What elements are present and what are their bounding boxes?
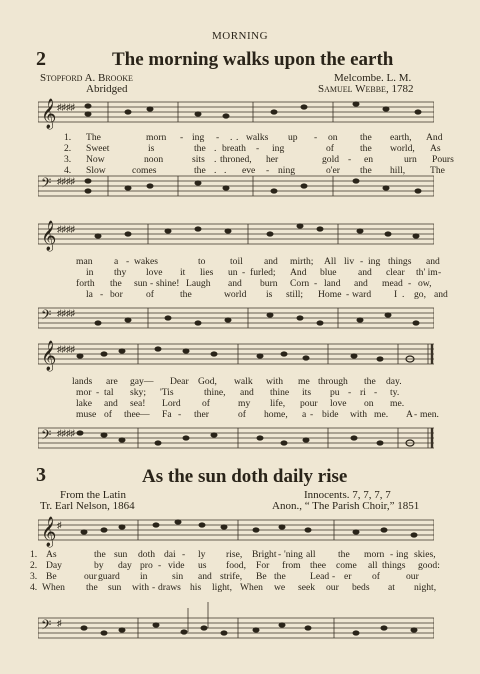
lyric-word: - xyxy=(158,560,162,571)
lyric-word: ing xyxy=(192,132,205,143)
lyric-word: thine, xyxy=(204,387,226,398)
lyric-word: day xyxy=(118,560,132,571)
hymn-3-translator: Tr. Earl Nelson, 1864 xyxy=(40,500,135,512)
lyric-word: through xyxy=(318,376,348,387)
lyric-word: up xyxy=(288,132,298,143)
lyric-word: burn xyxy=(260,278,278,289)
lyric-word: - xyxy=(348,387,352,398)
lyric-word: morn xyxy=(146,132,167,143)
lyric-word: lands xyxy=(72,376,93,387)
lyric-word: of xyxy=(326,143,334,154)
lyric-word: When xyxy=(240,582,263,593)
lyric-word: rise, xyxy=(226,549,243,560)
lyric-word: guard xyxy=(98,571,120,582)
lyric-word: furled; xyxy=(250,267,276,278)
lyric-word: with xyxy=(266,376,284,387)
svg-text:♯♯♯♯: ♯♯♯♯ xyxy=(57,344,75,354)
lyric-word: Lead xyxy=(310,571,330,582)
lyric-word: the xyxy=(180,289,192,300)
lyric-word: Corn xyxy=(290,278,310,289)
lyric-word: to xyxy=(198,256,206,267)
lyric-word: of xyxy=(202,398,210,409)
lyric-word: - xyxy=(100,289,104,300)
lyric-word: God, xyxy=(198,376,217,387)
lyric-word: forth xyxy=(76,278,95,289)
hymn-2-author: Stopford A. Brooke xyxy=(40,72,133,84)
lyric-word: me xyxy=(298,376,310,387)
hymn-2-tune: Melcombe. L. M. xyxy=(334,72,412,84)
lyric-word: thy xyxy=(114,267,127,278)
lyric-word: sun xyxy=(134,278,148,289)
lyric-word: All xyxy=(324,256,337,267)
svg-text:𝄞: 𝄞 xyxy=(41,517,57,547)
verse-number: 1. xyxy=(64,132,72,143)
lyric-word: - xyxy=(96,387,100,398)
lyric-word: the xyxy=(338,549,350,560)
lyric-word: are xyxy=(106,376,118,387)
lyric-word: walks xyxy=(246,132,269,143)
svg-text:♯♯♯♯: ♯♯♯♯ xyxy=(57,428,75,438)
lyric-word: mor xyxy=(76,387,92,398)
lyric-word: light, xyxy=(212,582,232,593)
lyric-word: and xyxy=(358,267,372,278)
lyric-word: Be xyxy=(256,571,267,582)
svg-text:♯: ♯ xyxy=(57,520,62,530)
lyric-word: - xyxy=(266,165,270,176)
lyric-word: the xyxy=(110,278,122,289)
lyric-word: we xyxy=(274,582,286,593)
lyric-word: sea! xyxy=(130,398,146,409)
lyric-word: As xyxy=(46,549,57,560)
lyric-word: sun xyxy=(108,582,122,593)
svg-text:♯♯♯♯: ♯♯♯♯ xyxy=(57,102,75,112)
lyric-word: Lord xyxy=(162,398,181,409)
lyric-word: my xyxy=(238,398,251,409)
lyric-word: with xyxy=(350,409,368,420)
verse-number: 2. xyxy=(30,560,38,571)
lyric-word: still; xyxy=(286,289,304,300)
lyric-word: - xyxy=(150,278,154,289)
lyric-word: er xyxy=(344,571,352,582)
lyric-word: the xyxy=(360,132,372,143)
lyric-word: un xyxy=(228,267,238,278)
lyric-word: - xyxy=(216,132,220,143)
lyric-word: ly xyxy=(198,549,206,560)
lyric-word: gay— xyxy=(130,376,154,387)
lyric-word: all xyxy=(368,560,378,571)
lyric-word: . xyxy=(224,165,227,176)
lyric-word: thee— xyxy=(124,409,150,420)
lyric-word: skies, xyxy=(414,549,436,560)
lyric-word: on xyxy=(364,398,374,409)
verse-number: 3. xyxy=(64,154,72,165)
lyric-word: Pours xyxy=(432,154,454,165)
treble-staff xyxy=(38,510,434,550)
svg-text:𝄢: 𝄢 xyxy=(41,175,52,194)
svg-text:𝄢: 𝄢 xyxy=(41,617,52,636)
lyric-word: of xyxy=(372,571,380,582)
lyric-word: 'Tis xyxy=(160,387,174,398)
lyric-word: wakes xyxy=(134,256,158,267)
lyric-word: world xyxy=(224,289,247,300)
lyric-word: breath xyxy=(222,143,246,154)
lyric-word: come xyxy=(336,560,357,571)
lyric-word: me. xyxy=(390,398,405,409)
lyric-word: pro xyxy=(140,560,153,571)
lyric-word: For xyxy=(256,560,270,571)
lyric-word: sun xyxy=(114,549,128,560)
lyric-word: - xyxy=(126,256,130,267)
lyric-word: land xyxy=(324,278,341,289)
lyric-word: draws xyxy=(158,582,181,593)
lyric-word: mead xyxy=(382,278,403,289)
svg-text:𝄢: 𝄢 xyxy=(41,427,52,446)
lyric-word: Day xyxy=(46,560,62,571)
lyric-word: Now xyxy=(86,154,105,165)
lyric-word: and xyxy=(264,256,278,267)
lyric-word: with xyxy=(132,582,150,593)
lyric-word: on xyxy=(328,132,338,143)
lyric-word: comes xyxy=(132,165,157,176)
lyric-word: is xyxy=(148,143,155,154)
lyric-word: a xyxy=(302,409,307,420)
lyric-word: earth, xyxy=(390,132,412,143)
lyric-word: - xyxy=(390,549,394,560)
lyric-word: ri xyxy=(360,387,366,398)
lyric-word: strife, xyxy=(220,571,243,582)
lyric-word: ing xyxy=(368,256,381,267)
lyric-word: of xyxy=(104,409,112,420)
svg-text:𝄢: 𝄢 xyxy=(41,307,52,326)
treble-staff xyxy=(38,214,434,254)
lyric-word: walk xyxy=(234,376,253,387)
lyric-word: bor xyxy=(110,289,123,300)
lyric-word: urn xyxy=(404,154,417,165)
lyric-word: the xyxy=(86,582,98,593)
lyric-word: life, xyxy=(270,398,286,409)
lyric-word: the xyxy=(94,549,106,560)
lyric-word: - xyxy=(360,256,364,267)
lyric-word: - xyxy=(346,289,350,300)
lyric-word: Be xyxy=(46,571,57,582)
lyric-word: - xyxy=(438,267,442,278)
lyric-word: . xyxy=(214,143,217,154)
lyric-word: home, xyxy=(264,409,288,420)
verse-4-line xyxy=(34,409,444,421)
lyric-word: and xyxy=(434,289,448,300)
lyric-word: in xyxy=(86,267,94,278)
verse-number: 1. xyxy=(30,549,38,560)
lyric-word: food, xyxy=(226,560,246,571)
lyric-word: - xyxy=(278,549,282,560)
lyric-word: - xyxy=(178,409,182,420)
lyric-word: go, xyxy=(414,289,426,300)
lyric-word: mirth; xyxy=(290,256,314,267)
lyric-word: things xyxy=(382,560,406,571)
lyric-word: 'ning xyxy=(284,549,303,560)
lyric-word: morn xyxy=(364,549,385,560)
svg-text:𝄞: 𝄞 xyxy=(41,341,57,371)
lyric-word: ward xyxy=(352,289,372,300)
lyric-word: - xyxy=(152,582,156,593)
lyric-word: Home xyxy=(318,289,342,300)
lyric-word: lies xyxy=(200,267,214,278)
lyric-word: our xyxy=(326,582,339,593)
lyric-word: liv xyxy=(344,256,355,267)
lyric-word: sits xyxy=(192,154,205,165)
lyric-word: the xyxy=(360,165,372,176)
lyric-word: man xyxy=(76,256,93,267)
lyric-word: thine xyxy=(270,387,290,398)
lyric-word: good: xyxy=(418,560,440,571)
lyric-word: noon xyxy=(144,154,164,165)
lyric-word: day. xyxy=(386,376,402,387)
lyric-word: eve xyxy=(242,165,256,176)
lyric-word: . xyxy=(402,289,405,300)
treble-staff xyxy=(38,92,434,132)
lyric-word: en xyxy=(364,154,374,165)
hymn-3-source: From the Latin xyxy=(60,489,126,501)
lyric-word: ing xyxy=(272,143,285,154)
lyric-word: and xyxy=(426,256,440,267)
bass-staff xyxy=(38,418,434,458)
lyric-word: is xyxy=(266,289,273,300)
lyric-word: sin xyxy=(172,571,184,582)
lyric-word: the xyxy=(274,571,286,582)
lyric-word: all xyxy=(306,549,316,560)
lyric-word: shine! xyxy=(156,278,180,289)
lyric-word: blue xyxy=(320,267,337,278)
lyric-word: of xyxy=(238,409,246,420)
lyric-word: beds xyxy=(352,582,370,593)
lyric-word: her xyxy=(266,154,279,165)
lyric-word: its xyxy=(302,387,312,398)
lyric-word: us xyxy=(198,560,207,571)
lyric-word: - xyxy=(242,267,246,278)
hymn-2-number: 2 xyxy=(36,48,46,70)
svg-text:♯♯♯♯: ♯♯♯♯ xyxy=(57,224,75,234)
hymn-3-composer: Anon., “ The Parish Choir,” 1851 xyxy=(272,500,420,512)
lyric-word: by xyxy=(94,560,104,571)
section-title: MORNING xyxy=(211,30,269,42)
lyric-word: his xyxy=(190,582,202,593)
verse-number: 3. xyxy=(30,571,38,582)
lyric-word: seek xyxy=(298,582,316,593)
verse-number: 2. xyxy=(64,143,72,154)
verse-4-line xyxy=(34,165,444,177)
lyric-word: - xyxy=(332,571,336,582)
lyric-word: ing xyxy=(396,549,409,560)
verse-number: 4. xyxy=(64,165,72,176)
lyric-word: muse xyxy=(76,409,97,420)
svg-text:𝄞: 𝄞 xyxy=(41,99,57,129)
hymn-3-title: As the sun doth daily rise xyxy=(142,466,348,487)
lyric-word: Dear xyxy=(170,376,189,387)
lyric-word: lake xyxy=(76,398,92,409)
lyric-word: pu xyxy=(330,387,340,398)
lyric-word: from xyxy=(282,560,301,571)
lyric-word: the xyxy=(194,143,206,154)
lyric-word: sky; xyxy=(130,387,146,398)
lyric-word: at xyxy=(388,582,395,593)
lyric-word: ty. xyxy=(390,387,400,398)
lyric-word: I xyxy=(394,289,398,300)
lyric-word: - xyxy=(180,132,184,143)
lyric-word: ow, xyxy=(418,278,432,289)
lyric-word: Laugh xyxy=(186,278,211,289)
lyric-word: . xyxy=(230,132,233,143)
lyric-word: ther xyxy=(194,409,209,420)
lyric-word: - xyxy=(348,154,352,165)
lyric-word: the xyxy=(364,376,376,387)
lyric-word: And xyxy=(426,132,443,143)
lyric-word: bide xyxy=(322,409,339,420)
lyric-word: The xyxy=(430,165,445,176)
svg-text:♯: ♯ xyxy=(57,618,62,628)
svg-text:♯♯♯♯: ♯♯♯♯ xyxy=(57,308,75,318)
lyric-word: a xyxy=(114,256,119,267)
lyric-word: doth xyxy=(138,549,156,560)
verse-4-line xyxy=(34,289,448,301)
lyric-word: - xyxy=(414,409,418,420)
lyric-word: ning xyxy=(278,165,296,176)
hymn-3-tune: Innocents. 7, 7, 7, 7 xyxy=(304,489,391,501)
treble-staff xyxy=(38,334,434,374)
lyric-word: . xyxy=(214,154,217,165)
lyric-word: A xyxy=(406,409,413,420)
lyric-word: Bright xyxy=(252,549,277,560)
lyric-word: tal xyxy=(104,387,114,398)
lyric-word: dai xyxy=(164,549,176,560)
lyric-word: clear xyxy=(386,267,405,278)
lyric-word: th' im xyxy=(416,267,438,278)
lyric-word: . xyxy=(214,165,217,176)
lyric-word: And xyxy=(290,267,307,278)
lyric-word: the xyxy=(194,165,206,176)
bass-staff xyxy=(38,592,434,668)
lyric-word: night, xyxy=(414,582,437,593)
lyric-word: it xyxy=(180,267,186,278)
lyric-word: la xyxy=(86,289,93,300)
lyric-word: Sweet xyxy=(86,143,110,154)
lyric-word: love xyxy=(330,398,347,409)
lyric-word: throned, xyxy=(220,154,252,165)
lyric-word: and xyxy=(228,278,242,289)
svg-text:𝄞: 𝄞 xyxy=(41,221,57,251)
lyric-word: our xyxy=(84,571,97,582)
lyric-word: in xyxy=(140,571,148,582)
lyric-word: hill, xyxy=(390,165,406,176)
lyric-word: and xyxy=(354,278,368,289)
lyric-word: love xyxy=(146,267,163,278)
hymn-2-title: The morning walks upon the earth xyxy=(112,49,394,70)
hymn-2-author-note: Abridged xyxy=(86,83,128,95)
bass-staff xyxy=(38,298,434,338)
lyric-word: - xyxy=(374,387,378,398)
lyric-word: and xyxy=(198,571,212,582)
lyric-word: gold xyxy=(322,154,340,165)
lyric-word: - xyxy=(314,278,318,289)
lyric-word: toil xyxy=(230,256,243,267)
lyric-word: - xyxy=(408,278,412,289)
lyric-word: vide xyxy=(168,560,185,571)
lyric-word: As xyxy=(430,143,441,154)
lyric-word: - xyxy=(182,549,186,560)
lyric-word: and xyxy=(104,398,118,409)
svg-text:♯♯♯♯: ♯♯♯♯ xyxy=(57,176,75,186)
lyric-word: The xyxy=(86,132,101,143)
hymn-3-number: 3 xyxy=(36,464,46,486)
lyric-word: - xyxy=(310,409,314,420)
lyric-word: and xyxy=(240,387,254,398)
lyric-word: o'er xyxy=(326,165,340,176)
lyric-word: . xyxy=(236,132,239,143)
lyric-word: Slow xyxy=(86,165,106,176)
verse-number: 4. xyxy=(30,582,38,593)
lyric-word: me. xyxy=(374,409,389,420)
lyric-word: our xyxy=(406,571,419,582)
lyric-word: thee xyxy=(310,560,326,571)
lyric-word: Fa xyxy=(162,409,172,420)
lyric-word: - xyxy=(256,143,260,154)
lyric-word: world, xyxy=(390,143,415,154)
lyric-word: When xyxy=(42,582,65,593)
hymn-2-composer: Samuel Webbe, 1782 xyxy=(318,83,414,95)
lyric-word: the xyxy=(360,143,372,154)
lyric-word: - xyxy=(314,132,318,143)
lyric-word: of xyxy=(146,289,154,300)
lyric-word: pour xyxy=(300,398,318,409)
lyric-word: men. xyxy=(420,409,439,420)
lyric-word: things xyxy=(388,256,412,267)
